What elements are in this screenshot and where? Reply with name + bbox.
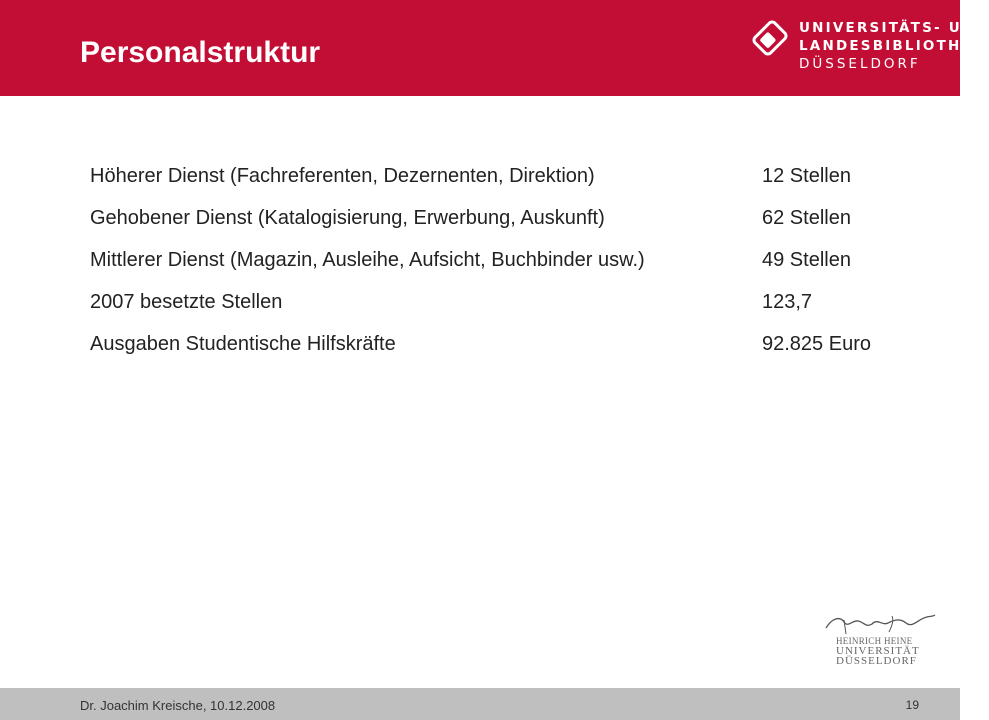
row-value: 62 Stellen bbox=[762, 206, 851, 229]
hhu-line-1: HEINRICH HEINE bbox=[836, 636, 913, 646]
ulb-logo bbox=[750, 18, 989, 78]
table-row bbox=[90, 155, 871, 197]
page-number: 19 bbox=[905, 698, 919, 712]
row-label: Höherer Dienst (Fachreferenten, Dezernenten, Direktion) bbox=[90, 164, 595, 187]
ulb-line-1: UNIVERSITÄTS- UND bbox=[799, 20, 989, 36]
row-label: 2007 besetzte Stellen bbox=[90, 290, 283, 313]
hhu-line-2: UNIVERSITÄT bbox=[836, 645, 920, 657]
slide-title: Personalstruktur bbox=[80, 36, 321, 69]
ulb-line-3: DÜSSELDORF bbox=[799, 56, 921, 72]
ulb-logo-icon bbox=[750, 18, 790, 58]
row-label: Ausgaben Studentische Hilfskräfte bbox=[90, 332, 396, 355]
row-label: Mittlerer Dienst (Magazin, Ausleihe, Aufsicht, Buchbinder usw.) bbox=[90, 248, 645, 271]
signature-icon bbox=[822, 606, 938, 636]
row-value: 49 Stellen bbox=[762, 248, 851, 271]
table-row bbox=[90, 239, 871, 281]
hhu-logo bbox=[822, 606, 938, 676]
hhu-line-3: DÜSSELDORF bbox=[836, 655, 917, 667]
table-row bbox=[90, 281, 871, 323]
table-row bbox=[90, 197, 871, 239]
footer-author: Dr. Joachim Kreische, 10.12.2008 bbox=[80, 698, 276, 713]
footer-band bbox=[0, 688, 960, 720]
personnel-table bbox=[90, 155, 871, 365]
row-value: 92.825 Euro bbox=[762, 332, 871, 355]
row-label: Gehobener Dienst (Katalogisierung, Erwerbung, Auskunft) bbox=[90, 206, 605, 229]
table-row bbox=[90, 323, 871, 365]
header-band bbox=[0, 0, 989, 96]
hhu-logo-text bbox=[836, 636, 920, 666]
row-value: 123,7 bbox=[762, 290, 813, 313]
ulb-line-2: LANDESBIBLIOTHEK bbox=[799, 38, 986, 54]
row-value: 12 Stellen bbox=[762, 164, 851, 187]
ulb-logo-text bbox=[799, 19, 989, 73]
